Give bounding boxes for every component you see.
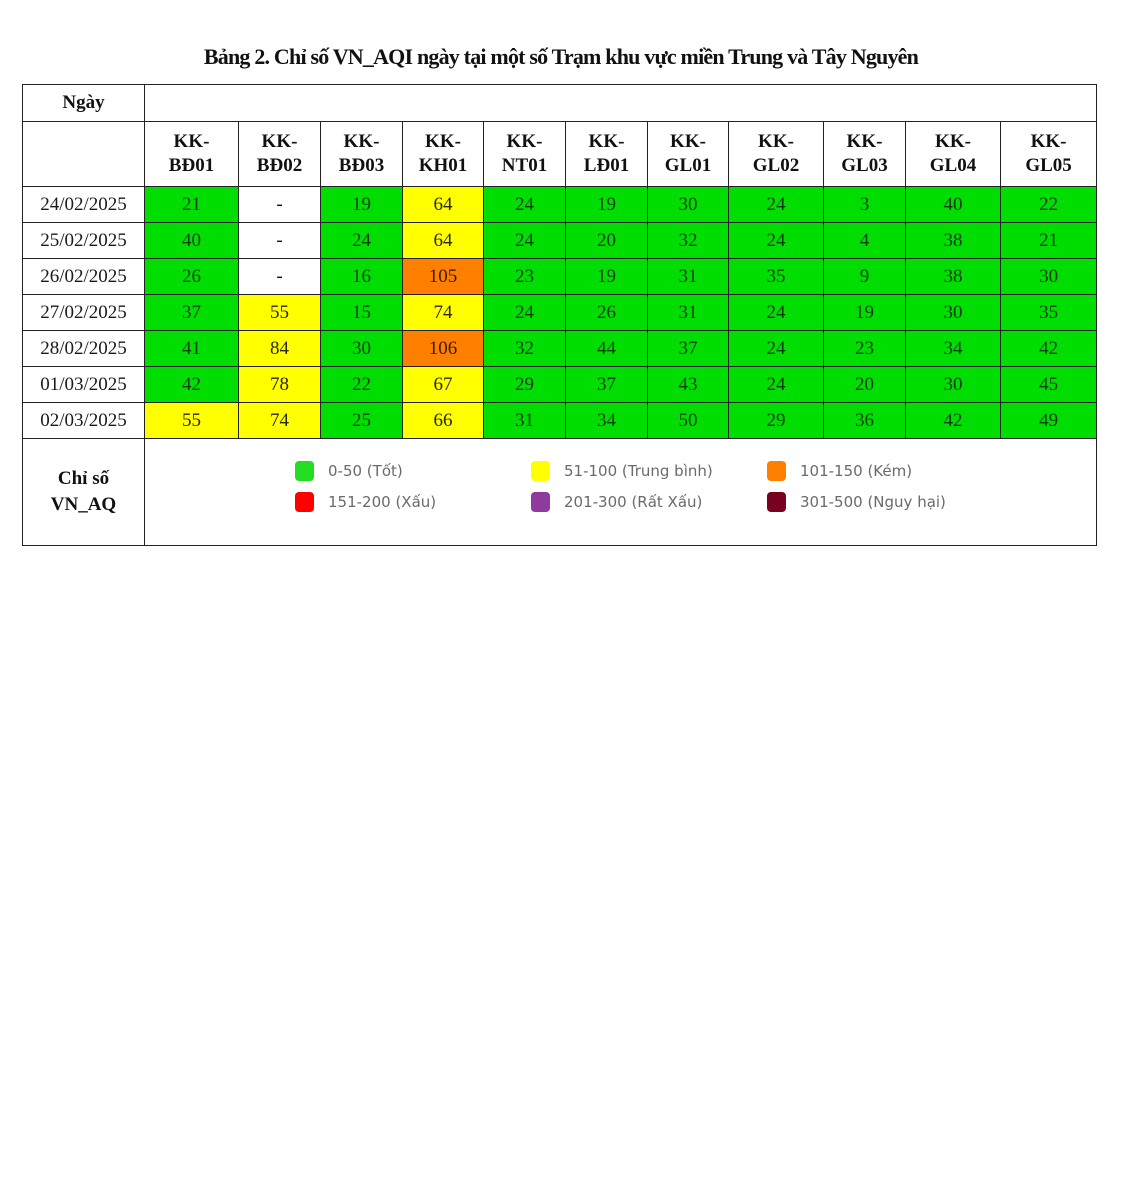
- date-cell: 27/02/2025: [23, 295, 145, 331]
- aqi-value-cell: 24: [729, 187, 824, 223]
- aqi-value-cell: 24: [484, 223, 566, 259]
- station-header-line1: KK-: [425, 131, 461, 152]
- station-header-line1: KK-: [670, 131, 706, 152]
- aqi-value-cell: 26: [566, 295, 648, 331]
- legend-item-text: 0-50 (Tốt): [328, 462, 403, 480]
- aqi-value-cell: 19: [566, 259, 648, 295]
- aqi-value-cell: 45: [1001, 367, 1097, 403]
- aqi-value-cell: 29: [729, 403, 824, 439]
- aqi-value-cell: 31: [484, 403, 566, 439]
- aqi-value-cell: 30: [906, 367, 1001, 403]
- legend-item: [295, 492, 436, 512]
- station-header-line2: GL02: [752, 155, 800, 176]
- aqi-value-cell: 32: [484, 331, 566, 367]
- station-header: [145, 122, 239, 187]
- aqi-legend: [145, 439, 1096, 545]
- legend-item-text: 101-150 (Kém): [800, 462, 913, 480]
- aqi-value-cell: 106: [403, 331, 484, 367]
- aqi-value-cell: 55: [239, 295, 321, 331]
- table-row: [23, 295, 1097, 331]
- station-header: [1001, 122, 1097, 187]
- aqi-value-cell: 74: [239, 403, 321, 439]
- aqi-value-cell: 40: [906, 187, 1001, 223]
- legend-item: [767, 461, 912, 481]
- legend-cell: [145, 439, 1097, 546]
- station-header: [239, 122, 321, 187]
- station-header-line1: KK-: [506, 131, 543, 152]
- aqi-value-cell: 44: [566, 331, 648, 367]
- aqi-value-cell: 67: [403, 367, 484, 403]
- legend-swatch-icon: [767, 492, 786, 512]
- aqi-value-cell: 34: [906, 331, 1001, 367]
- aqi-value-cell: 19: [566, 187, 648, 223]
- aqi-value-cell: 21: [1001, 223, 1097, 259]
- aqi-value-cell: 36: [824, 403, 906, 439]
- empty-corner-cell: [23, 122, 145, 187]
- aqi-value-cell: 55: [145, 403, 239, 439]
- aqi-value-cell: 20: [824, 367, 906, 403]
- aqi-value-cell: 31: [648, 259, 729, 295]
- legend-item-text: 301-500 (Nguy hại): [800, 493, 946, 511]
- aqi-value-cell: 15: [321, 295, 403, 331]
- aqi-value-cell: -: [239, 259, 321, 295]
- aqi-value-cell: 50: [648, 403, 729, 439]
- aqi-value-cell: 42: [145, 367, 239, 403]
- date-cell: 25/02/2025: [23, 223, 145, 259]
- aqi-value-cell: 30: [321, 331, 403, 367]
- aqi-value-cell: 64: [403, 223, 484, 259]
- station-header-line1: KK-: [935, 131, 971, 152]
- station-header-line2: KH01: [418, 155, 468, 176]
- legend-item: [531, 461, 713, 481]
- aqi-value-cell: 24: [484, 295, 566, 331]
- legend-row: [23, 439, 1097, 546]
- station-header-line2: GL05: [1025, 155, 1072, 176]
- aqi-value-cell: 16: [321, 259, 403, 295]
- station-header-line2: BĐ01: [168, 155, 215, 176]
- aqi-value-cell: 25: [321, 403, 403, 439]
- aqi-table: [22, 84, 1097, 546]
- legend-item: [531, 492, 702, 512]
- table-row: [23, 367, 1097, 403]
- aqi-value-cell: 37: [566, 367, 648, 403]
- station-header-line1: KK-: [588, 131, 625, 152]
- date-cell: 02/03/2025: [23, 403, 145, 439]
- aqi-value-cell: 78: [239, 367, 321, 403]
- table-title: Bảng 2. Chỉ số VN_AQI ngày tại một số Trạm khu vực miền Trung và Tây Nguyên: [203, 44, 919, 69]
- station-header-line1: KK-: [1030, 131, 1067, 152]
- aqi-value-cell: 24: [729, 331, 824, 367]
- legend-label: [23, 439, 145, 546]
- legend-item: [295, 461, 403, 481]
- aqi-value-cell: 22: [1001, 187, 1097, 223]
- aqi-value-cell: 30: [648, 187, 729, 223]
- aqi-value-cell: 74: [403, 295, 484, 331]
- aqi-value-cell: 42: [1001, 331, 1097, 367]
- table-row: [23, 403, 1097, 439]
- legend-swatch-icon: [767, 461, 786, 481]
- aqi-value-cell: 38: [906, 259, 1001, 295]
- aqi-value-cell: 24: [729, 223, 824, 259]
- station-header-line2: GL01: [664, 155, 712, 176]
- station-header: [906, 122, 1001, 187]
- legend-swatch-icon: [295, 461, 314, 481]
- aqi-value-cell: 19: [321, 187, 403, 223]
- table-row: [23, 223, 1097, 259]
- station-header: [824, 122, 906, 187]
- station-header: [403, 122, 484, 187]
- station-header: [484, 122, 566, 187]
- station-header-line1: KK-: [846, 131, 883, 152]
- date-cell: 26/02/2025: [23, 259, 145, 295]
- table-row: [23, 259, 1097, 295]
- aqi-value-cell: -: [239, 223, 321, 259]
- aqi-value-cell: 41: [145, 331, 239, 367]
- aqi-value-cell: 30: [1001, 259, 1097, 295]
- aqi-value-cell: 4: [824, 223, 906, 259]
- aqi-value-cell: 23: [484, 259, 566, 295]
- station-header-line2: BĐ03: [338, 155, 385, 176]
- aqi-value-cell: 24: [729, 367, 824, 403]
- date-column-header: Ngày: [23, 85, 145, 122]
- station-header-line1: KK-: [261, 131, 298, 152]
- aqi-value-cell: 21: [145, 187, 239, 223]
- aqi-value-cell: 49: [1001, 403, 1097, 439]
- legend-item-text: 151-200 (Xấu): [328, 493, 437, 511]
- empty-header-cell: [145, 85, 1097, 122]
- station-header-line2: GL03: [841, 155, 888, 176]
- aqi-value-cell: 19: [824, 295, 906, 331]
- legend-label-line2: VN_AQ: [50, 494, 117, 515]
- station-header: [648, 122, 729, 187]
- station-header: [321, 122, 403, 187]
- date-cell: 01/03/2025: [23, 367, 145, 403]
- aqi-value-cell: 24: [729, 295, 824, 331]
- aqi-value-cell: 37: [648, 331, 729, 367]
- aqi-value-cell: 22: [321, 367, 403, 403]
- legend-label-line1: Chỉ số: [57, 468, 110, 489]
- legend-item-text: 201-300 (Rất Xấu): [564, 493, 703, 511]
- aqi-value-cell: 35: [729, 259, 824, 295]
- aqi-value-cell: 24: [484, 187, 566, 223]
- aqi-value-cell: 66: [403, 403, 484, 439]
- aqi-value-cell: 43: [648, 367, 729, 403]
- aqi-value-cell: 40: [145, 223, 239, 259]
- aqi-value-cell: 3: [824, 187, 906, 223]
- date-cell: 28/02/2025: [23, 331, 145, 367]
- station-header-line2: BĐ02: [256, 155, 303, 176]
- aqi-value-cell: 105: [403, 259, 484, 295]
- legend-swatch-icon: [531, 461, 550, 481]
- aqi-value-cell: 31: [648, 295, 729, 331]
- station-header-line1: KK-: [173, 131, 210, 152]
- table-row: [23, 187, 1097, 223]
- legend-item-text: 51-100 (Trung bình): [564, 462, 713, 480]
- date-cell: 24/02/2025: [23, 187, 145, 223]
- station-header-line2: GL04: [929, 155, 977, 176]
- date-header-row: [23, 85, 1097, 122]
- aqi-value-cell: 34: [566, 403, 648, 439]
- station-header-line1: KK-: [758, 131, 794, 152]
- legend-item: [767, 492, 946, 512]
- aqi-value-cell: 29: [484, 367, 566, 403]
- aqi-value-cell: 30: [906, 295, 1001, 331]
- table-row: [23, 331, 1097, 367]
- station-header-row: [23, 122, 1097, 187]
- aqi-value-cell: 9: [824, 259, 906, 295]
- station-header-line2: NT01: [501, 155, 548, 176]
- legend-swatch-icon: [295, 492, 314, 512]
- aqi-value-cell: 84: [239, 331, 321, 367]
- aqi-value-cell: 32: [648, 223, 729, 259]
- aqi-value-cell: 23: [824, 331, 906, 367]
- aqi-value-cell: 38: [906, 223, 1001, 259]
- aqi-value-cell: -: [239, 187, 321, 223]
- aqi-value-cell: 37: [145, 295, 239, 331]
- legend-swatch-icon: [531, 492, 550, 512]
- station-header-line1: KK-: [343, 131, 380, 152]
- station-header: [729, 122, 824, 187]
- station-header-line2: LĐ01: [583, 155, 630, 176]
- aqi-value-cell: 20: [566, 223, 648, 259]
- aqi-value-cell: 64: [403, 187, 484, 223]
- aqi-value-cell: 26: [145, 259, 239, 295]
- aqi-value-cell: 42: [906, 403, 1001, 439]
- aqi-value-cell: 24: [321, 223, 403, 259]
- aqi-value-cell: 35: [1001, 295, 1097, 331]
- station-header: [566, 122, 648, 187]
